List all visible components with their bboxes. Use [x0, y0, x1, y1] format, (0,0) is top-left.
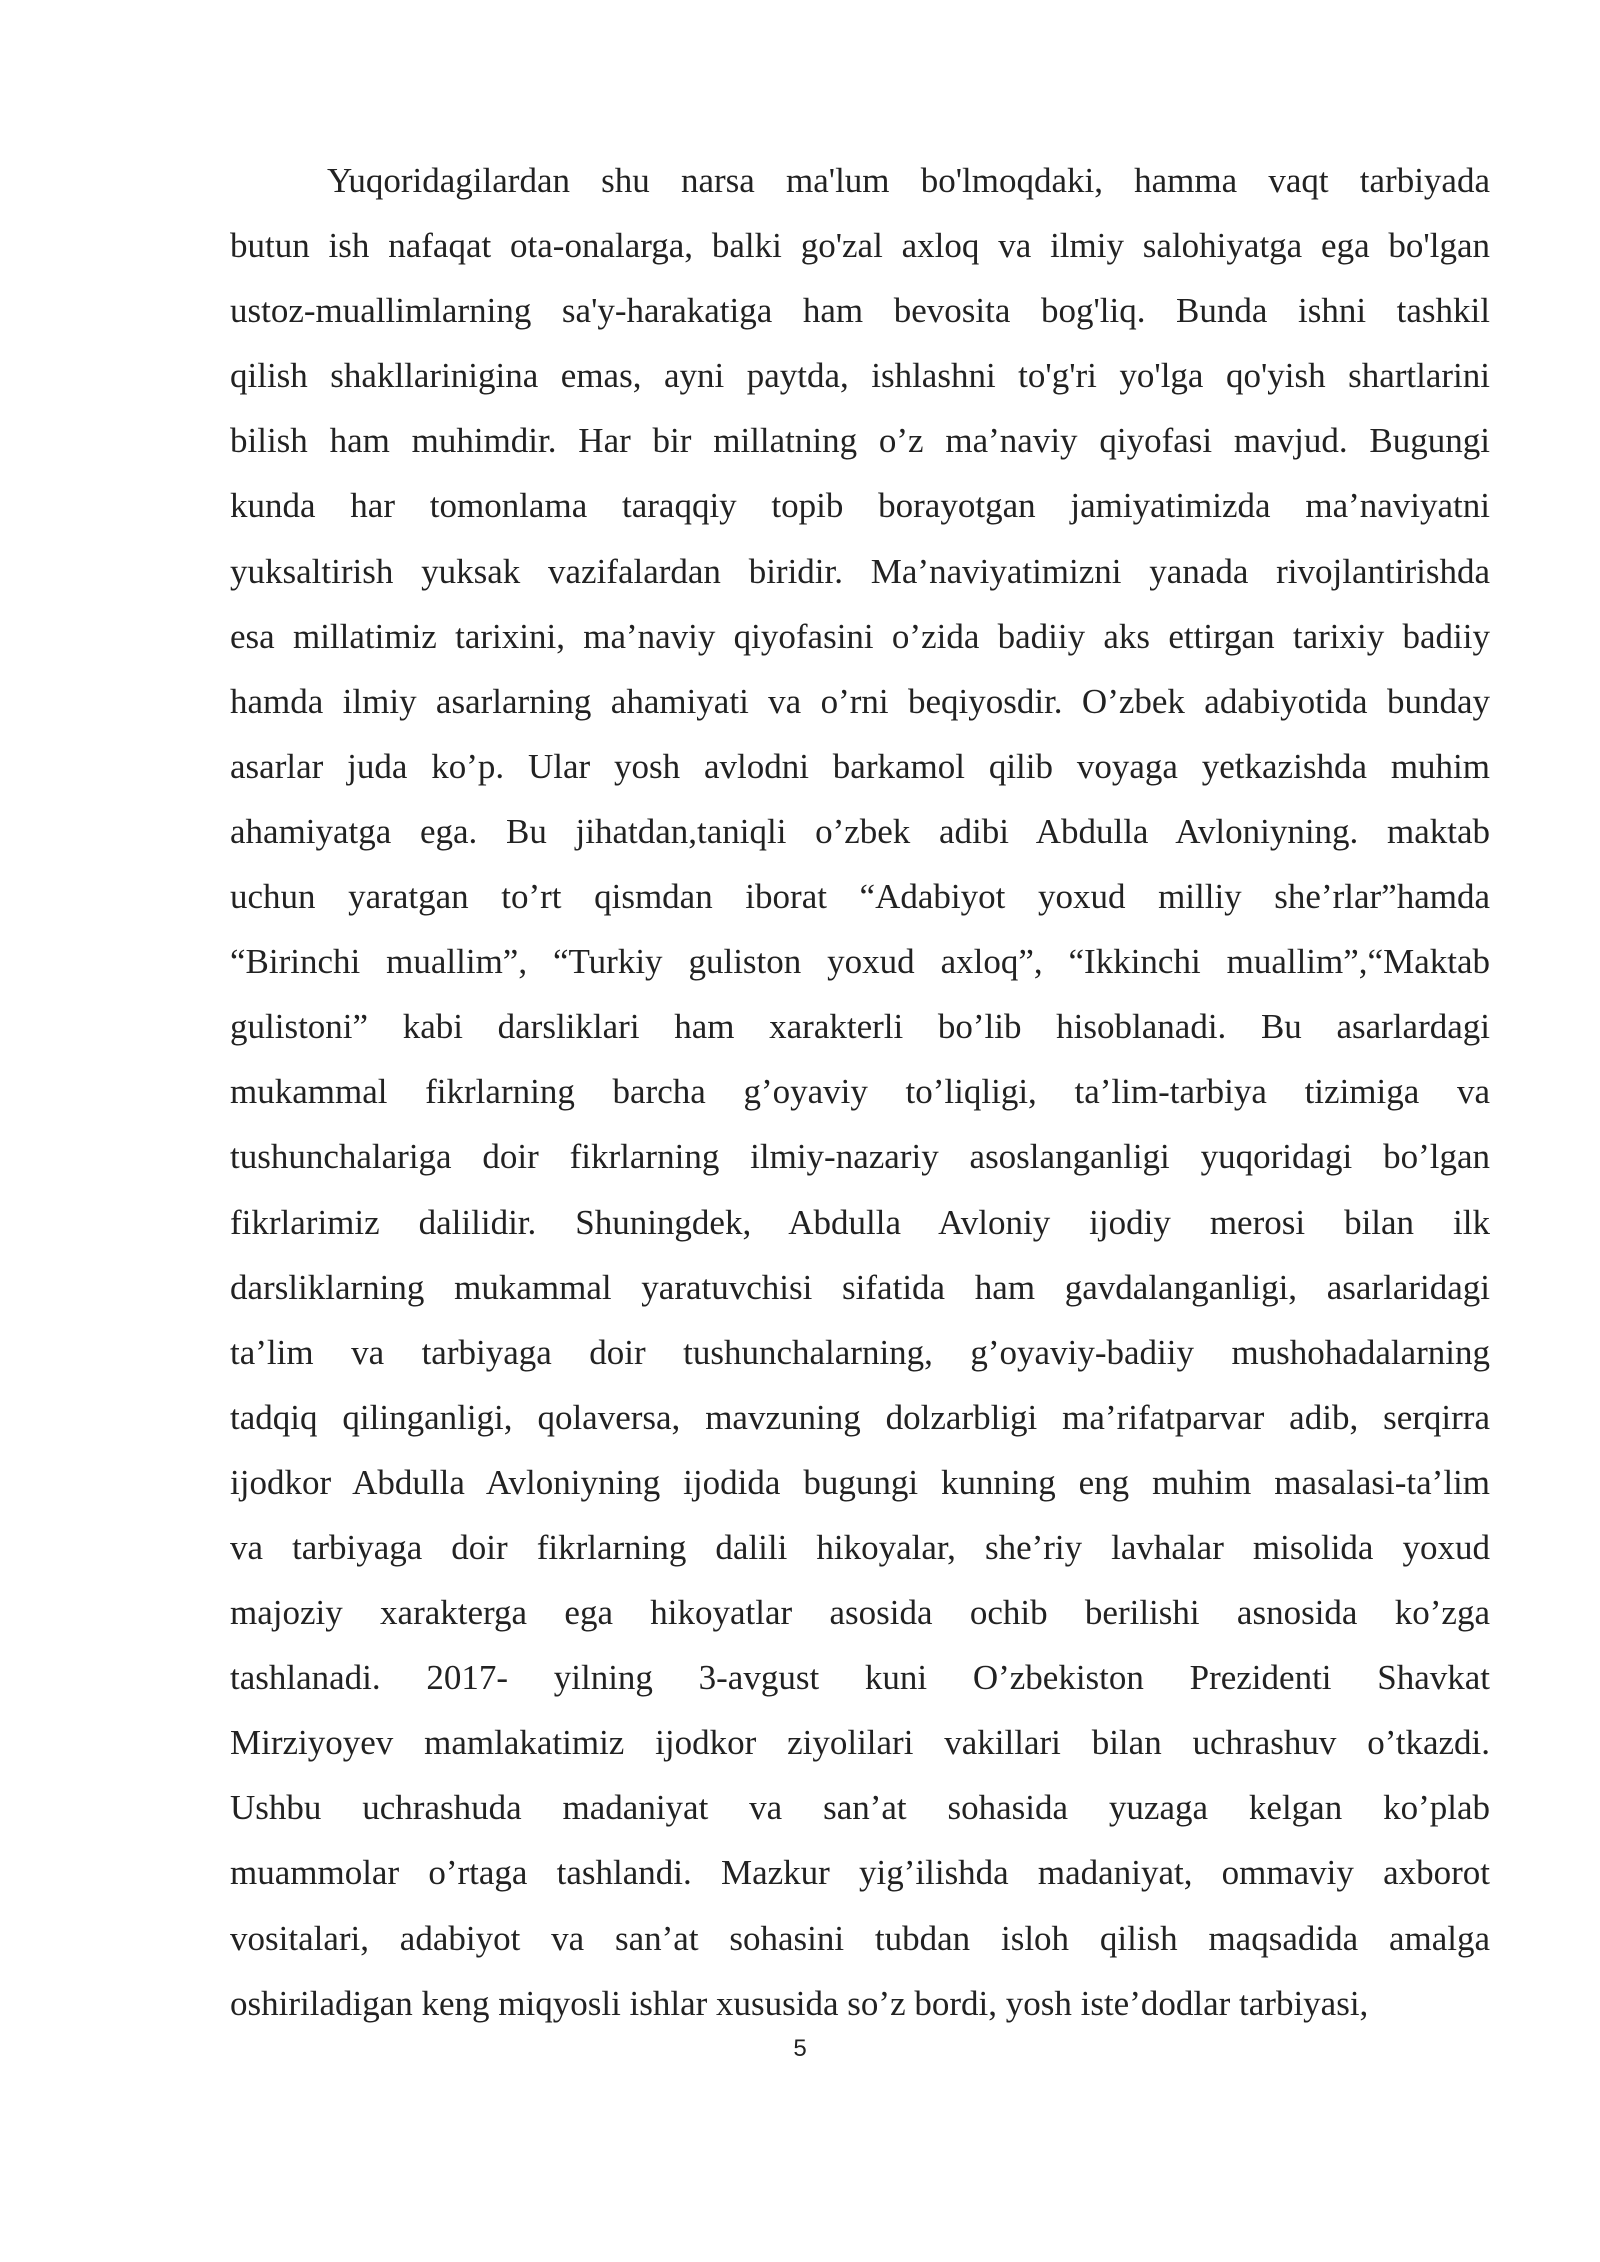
text-line: darsliklarning mukammal yaratuvchisi sifatida ham gavdalanganligi, asarlaridagi: [230, 1267, 1490, 1307]
text-line: va tarbiyaga doir fikrlarning dalili hikoyalar, she’riy lavhalar misolida yoxud: [230, 1527, 1490, 1567]
text-line: tashlanadi. 2017- yilning 3-avgust kuni O’zbekiston Prezidenti Shavkat: [230, 1658, 1490, 1698]
text-line: fikrlarimiz dalilidir. Shuningdek, Abdulla Avloniy ijodiy merosi bilan ilk: [230, 1202, 1490, 1242]
text-line: majoziy xarakterga ega hikoyatlar asosida ochib berilishi asnosida ko’zga: [230, 1593, 1490, 1633]
text-line: esa millatimiz tarixini, ma’naviy qiyofasini o’zida badiiy aks ettirgan tarixiy badiiy: [230, 616, 1490, 656]
text-line: bilish ham muhimdir. Har bir millatning o’z ma’naviy qiyofasi mavjud. Bugungi: [230, 421, 1490, 461]
text-line: muammolar o’rtaga tashlandi. Mazkur yig’ilishda madaniyat, ommaviy axborot: [230, 1853, 1490, 1893]
text-line: yuksaltirish yuksak vazifalardan biridir. Ma’naviyatimizni yanada rivojlantirishda: [230, 551, 1490, 591]
page-number: 5: [793, 2035, 807, 2062]
text-line: “Birinchi muallim”, “Turkiy guliston yoxud axloq”, “Ikkinchi muallim”,“Maktab: [230, 942, 1490, 982]
text-line: butun ish nafaqat ota-onalarga, balki go'zal axloq va ilmiy salohiyatga ega bo'lgan: [230, 226, 1490, 266]
text-line: hamda ilmiy asarlarning ahamiyati va o’rni beqiyosdir. O’zbek adabiyotida bunday: [230, 681, 1490, 721]
body-paragraph: [230, 148, 1490, 2036]
text-line: gulistoni” kabi darsliklari ham xarakterli bo’lib hisoblanadi. Bu asarlardagi: [230, 1007, 1490, 1047]
text-line: qilish shakllarinigina emas, ayni paytda, ishlashni to'g'ri yo'lga qo'yish shartlarini: [230, 356, 1490, 396]
text-line: asarlar juda ko’p. Ular yosh avlodni barkamol qilib voyaga yetkazishda muhim: [230, 746, 1490, 786]
text-line: tadqiq qilinganligi, qolaversa, mavzuning dolzarbligi ma’rifatparvar adib, serqirra: [230, 1397, 1490, 1437]
text-line: uchun yaratgan to’rt qismdan iborat “Adabiyot yoxud milliy she’rlar”hamda: [230, 877, 1490, 917]
text-line: ustoz-muallimlarning sa'y-harakatiga ham bevosita bog'liq. Bunda ishni tashkil: [230, 291, 1490, 331]
text-line: tushunchalariga doir fikrlarning ilmiy-nazariy asoslanganligi yuqoridagi bo’lgan: [230, 1137, 1490, 1177]
text-line: ta’lim va tarbiyaga doir tushunchalarning, g’oyaviy-badiiy mushohadalarning: [230, 1332, 1490, 1372]
text-line: kunda har tomonlama taraqqiy topib borayotgan jamiyatimizda ma’naviyatni: [230, 486, 1490, 526]
text-line: Ushbu uchrashuda madaniyat va san’at sohasida yuzaga kelgan ko’plab: [230, 1788, 1490, 1828]
text-line: Mirziyoyev mamlakatimiz ijodkor ziyolilari vakillari bilan uchrashuv o’tkazdi.: [230, 1723, 1490, 1763]
text-line: mukammal fikrlarning barcha g’oyaviy to’liqligi, ta’lim-tarbiya tizimiga va: [230, 1072, 1490, 1112]
text-line: oshiriladigan keng miqyosli ishlar xususida so’z bordi, yosh iste’dodlar tarbiyasi,: [230, 1983, 1369, 2023]
text-line: Yuqoridagilardan shu narsa ma'lum bo'lmoqdaki, hamma vaqt tarbiyada: [327, 161, 1490, 200]
text-line: vositalari, adabiyot va san’at sohasini tubdan isloh qilish maqsadida amalga: [230, 1918, 1490, 1958]
text-line: ijodkor Abdulla Avloniyning ijodida bugungi kunning eng muhim masalasi-ta’lim: [230, 1462, 1490, 1502]
text-line: ahamiyatga ega. Bu jihatdan,taniqli o’zbek adibi Abdulla Avloniyning. maktab: [230, 811, 1490, 851]
